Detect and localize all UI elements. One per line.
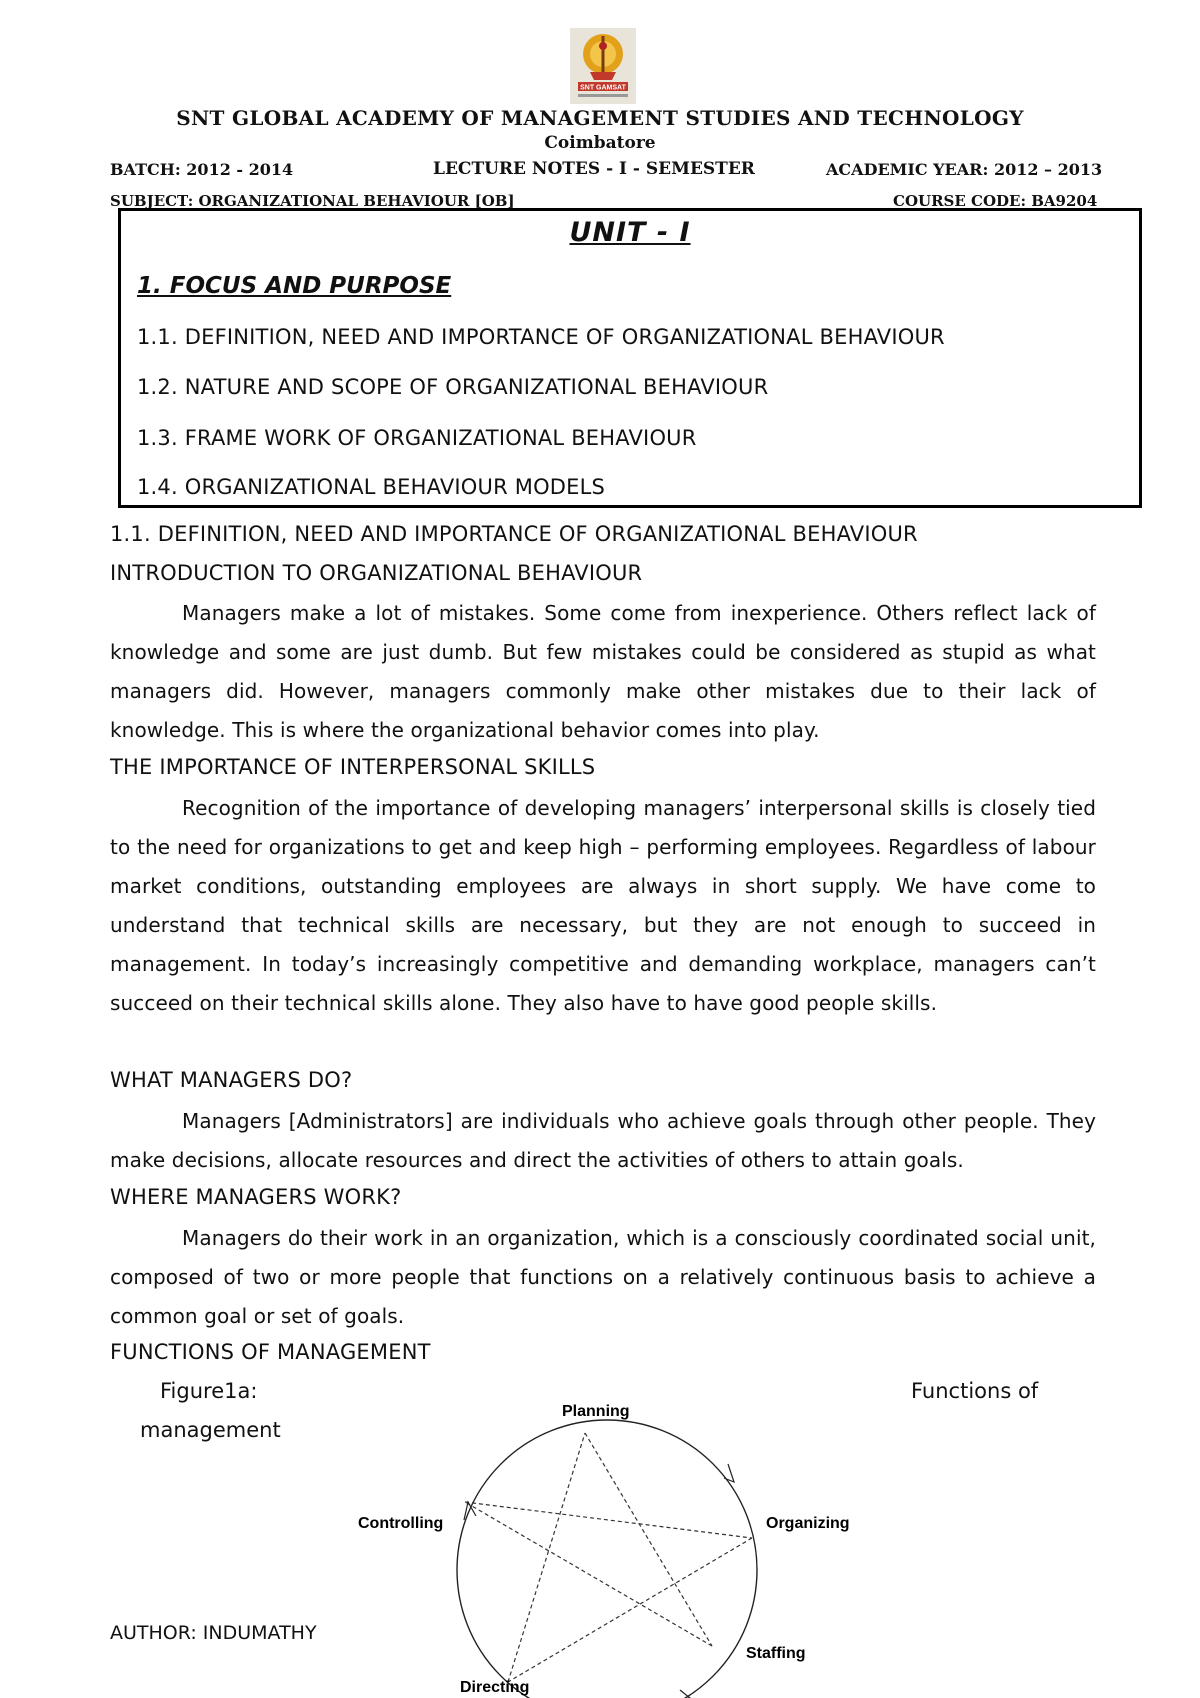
institution-logo — [570, 28, 636, 104]
focus-heading: 1. FOCUS AND PURPOSE — [137, 273, 452, 299]
figure-caption-left: management — [140, 1418, 281, 1442]
cycle-circle — [457, 1420, 757, 1698]
skills-text: Recognition of the importance of developing managers’ interpersonal skills is closely tied to the need for organizations to get and keep high – performing employees. Regardless of labour market conditions, outstanding employees are always in short supply. We have come to understand that technical skills are necessary, but they are not enough to succeed in management. In today’s increasingly competitive and demanding workplace, managers can’t succeed on their technical skills alone. They also have to have good people skills. — [110, 796, 1096, 1015]
batch-label: BATCH: 2012 - 2014 — [110, 160, 294, 179]
section-heading: 1.1. DEFINITION, NEED AND IMPORTANCE OF ORGANIZATIONAL BEHAVIOUR — [110, 522, 918, 546]
node-organizing: Organizing — [766, 1515, 850, 1532]
what-paragraph — [110, 1102, 1096, 1180]
institution-name: SNT GLOBAL ACADEMY OF MANAGEMENT STUDIES AND TECHNOLOGY — [176, 106, 1024, 130]
where-paragraph — [110, 1219, 1096, 1336]
intro-heading: INTRODUCTION TO ORGANIZATIONAL BEHAVIOUR — [110, 561, 643, 585]
lecture-label: LECTURE NOTES - I - SEMESTER — [433, 159, 755, 179]
logo-text: SNT GAMSAT — [580, 84, 626, 92]
unit-contents-box — [118, 208, 1142, 508]
node-staffing: Staffing — [746, 1645, 806, 1662]
figure-label: Figure1a: — [160, 1379, 258, 1403]
toc-item: 1.1. DEFINITION, NEED AND IMPORTANCE OF ORGANIZATIONAL BEHAVIOUR — [137, 325, 945, 349]
where-text: Managers do their work in an organization, which is a consciously coordinated social unit, composed of two or more people that functions on a relatively continuous basis to achieve a common goal or set of goals. — [110, 1226, 1096, 1328]
subject-label: SUBJECT: ORGANIZATIONAL BEHAVIOUR [OB] — [110, 192, 515, 210]
arrow-icon — [678, 1690, 690, 1698]
node-planning: Planning — [562, 1403, 630, 1420]
institution-city: Coimbatore — [544, 133, 656, 153]
intro-text: Managers make a lot of mistakes. Some come from inexperience. Others reflect lack of knowledge and some are just dumb. But few mistakes could be considered as stupid as what managers did. However, managers commonly make other mistakes due to their lack of knowledge. This is where the organizational behavior comes into play. — [110, 601, 1096, 742]
author-footer: AUTHOR: INDUMATHY — [110, 1622, 317, 1644]
node-controlling: Controlling — [358, 1515, 444, 1532]
what-text: Managers [Administrators] are individuals who achieve goals through other people. They make decisions, allocate resources and direct the activities of others to attain goals. — [110, 1109, 1096, 1172]
what-heading: WHAT MANAGERS DO? — [110, 1068, 353, 1092]
skills-heading: THE IMPORTANCE OF INTERPERSONAL SKILLS — [110, 755, 596, 779]
functions-heading: FUNCTIONS OF MANAGEMENT — [110, 1340, 431, 1364]
arrow-icon — [464, 1502, 476, 1520]
figure-caption-right: Functions of — [911, 1379, 1039, 1403]
node-directing: Directing — [460, 1679, 530, 1696]
academic-year-label: ACADEMIC YEAR: 2012 – 2013 — [826, 160, 1103, 179]
toc-item: 1.4. ORGANIZATIONAL BEHAVIOUR MODELS — [137, 475, 606, 499]
unit-title: UNIT - I — [569, 217, 691, 248]
course-code-label: COURSE CODE: BA9204 — [893, 192, 1098, 210]
star-lines — [465, 1433, 752, 1682]
intro-paragraph — [110, 594, 1096, 750]
functions-diagram — [340, 1390, 880, 1698]
toc-item: 1.3. FRAME WORK OF ORGANIZATIONAL BEHAVIOUR — [137, 426, 697, 450]
skills-paragraph — [110, 789, 1096, 1023]
arrow-icon — [724, 1464, 734, 1482]
toc-item: 1.2. NATURE AND SCOPE OF ORGANIZATIONAL BEHAVIOUR — [137, 375, 769, 399]
where-heading: WHERE MANAGERS WORK? — [110, 1185, 402, 1209]
